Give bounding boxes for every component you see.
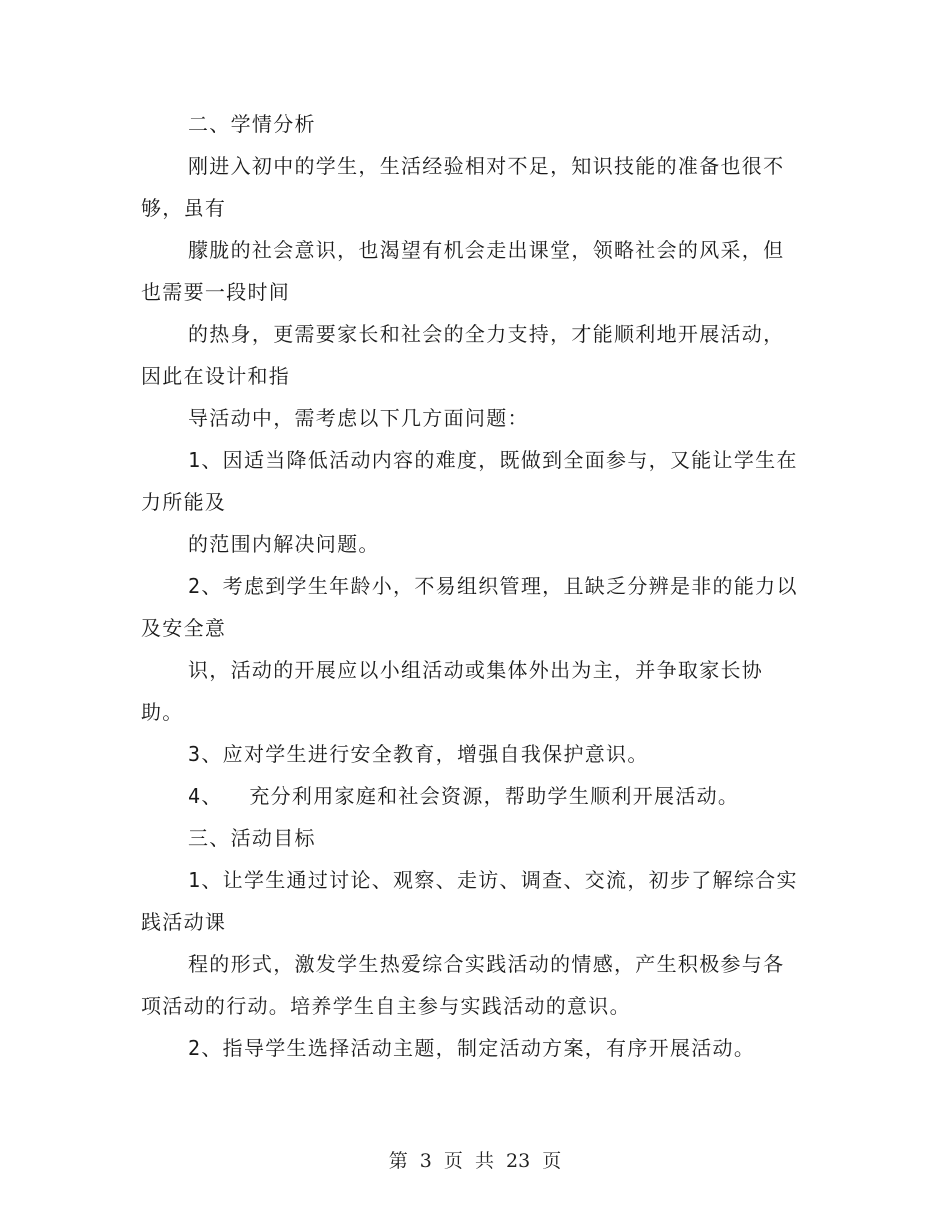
paragraph-line: 也需要一段时间 <box>141 280 291 304</box>
list-item-line: 识，活动的开展应以小组活动或集体外出为主，并争取家长协 <box>188 658 764 682</box>
list-item-line: 4、 充分利用家庭和社会资源，帮助学生顺利开展活动。 <box>188 784 740 808</box>
paragraph-line: 够，虽有 <box>141 196 227 220</box>
section-heading-activity-goals: 三、活动目标 <box>188 826 316 850</box>
list-item-line: 项活动的行动。培养学生自主参与实践活动的意识。 <box>141 994 631 1018</box>
list-item-line: 力所能及 <box>141 490 227 514</box>
list-item-line: 的范围内解决问题。 <box>188 532 380 556</box>
list-item-line: 3、应对学生进行安全教育，增强自我保护意识。 <box>188 742 649 766</box>
list-item-line: 程的形式，激发学生热爱综合实践活动的情感，产生积极参与各 <box>188 952 785 976</box>
paragraph-line: 刚进入初中的学生，生活经验相对不足，知识技能的准备也很不 <box>188 154 785 178</box>
list-item-line: 1、因适当降低活动内容的难度，既做到全面参与，又能让学生在 <box>188 448 798 472</box>
list-item-line: 1、让学生通过讨论、观察、走访、调查、交流，初步了解综合实 <box>188 868 798 892</box>
section-heading-learning-analysis: 二、学情分析 <box>188 112 316 136</box>
paragraph-line: 导活动中，需考虑以下几方面问题： <box>188 406 529 430</box>
paragraph-line: 的热身，更需要家长和社会的全力支持，才能顺利地开展活动， <box>188 322 785 346</box>
list-item-line: 及安全意 <box>141 616 227 640</box>
paragraph-line: 朦胧的社会意识，也渴望有机会走出课堂，领略社会的风采，但 <box>188 238 785 262</box>
list-item-line: 践活动课 <box>141 910 227 934</box>
list-item-line: 2、指导学生选择活动主题，制定活动方案，有序开展活动。 <box>188 1036 756 1060</box>
list-item-line: 助。 <box>141 700 184 724</box>
paragraph-line: 因此在设计和指 <box>141 364 291 388</box>
page-number-footer: 第 3 页 共 23 页 <box>388 1150 562 1172</box>
list-item-line: 2、考虑到学生年龄小，不易组织管理，且缺乏分辨是非的能力以 <box>188 574 798 598</box>
